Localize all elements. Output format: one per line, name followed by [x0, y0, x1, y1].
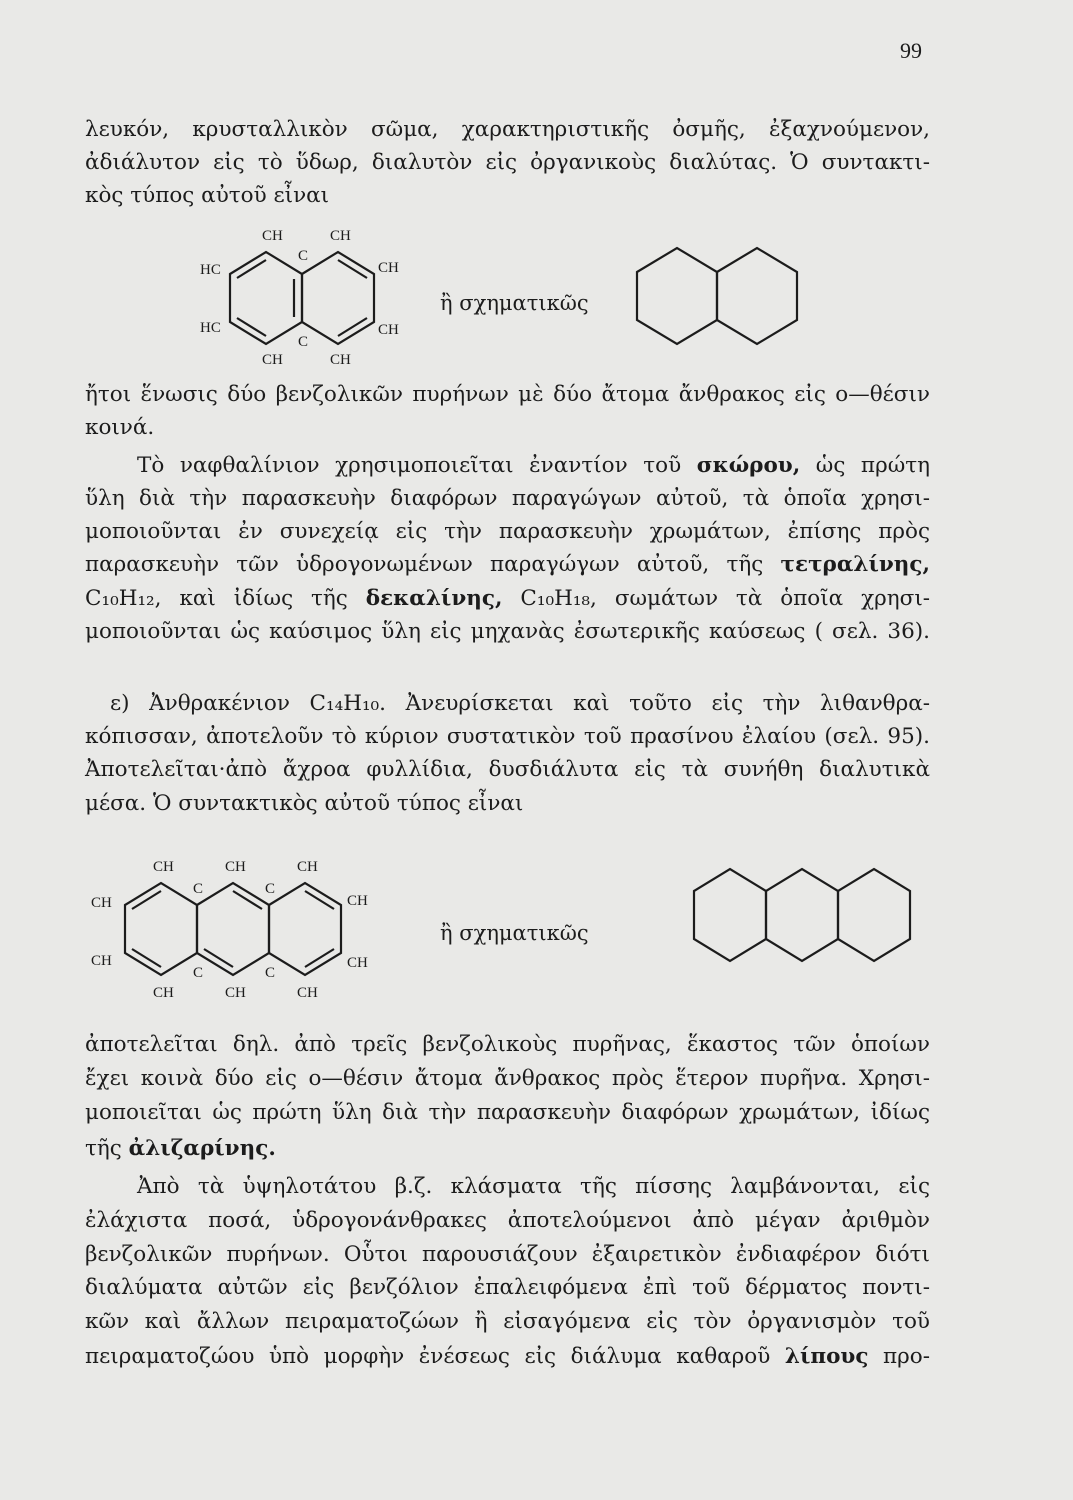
- atom-label: CH: [262, 352, 283, 368]
- or-schematic-label-2: [440, 918, 640, 948]
- text-line: μέσα. Ὁ συντακτικὸς αὐτοῦ τύπος εἶναι: [85, 791, 524, 816]
- text-line: ἤτοι ἕνωσις δύο βενζολικῶν πυρήνων μὲ δύο ἄτομα ἄνθρακος εἰς ο—θέσιν: [85, 382, 930, 407]
- text-line: μοποιοῦνται ὡς καύσιμος ὕλη εἰς μηχανὰς ἐσωτερικῆς καύσεως ( σελ. 36).: [85, 619, 930, 644]
- atom-label: CH: [91, 953, 112, 969]
- chemical-formula: C₁₀H₁₂,: [85, 586, 162, 611]
- text-line: διαλύματα αὐτῶν εἰς βενζόλιον ἐπαλειφόμενα ἐπὶ τοῦ δέρματος ποντι-: [85, 1275, 930, 1300]
- atom-label: CH: [347, 955, 368, 971]
- text-line: τῆς ἀλιζαρίνης.: [85, 1136, 276, 1161]
- naphthalene-schematic: [625, 240, 800, 350]
- text-line: ἀποτελεῖται δηλ. ἀπὸ τρεῖς βενζολικοὺς πυρῆνας, ἕκαστος τῶν ὁποίων: [85, 1032, 930, 1057]
- atom-label: CH: [225, 985, 246, 1001]
- atom-label: CH: [347, 893, 368, 909]
- atom-label: CH: [378, 322, 399, 338]
- naphthalene-structure: [190, 222, 430, 372]
- text-line: μοποιοῦνται ἐν συνεχείᾳ εἰς τὴν παρασκευὴν χρωμάτων, ἐπίσης πρὸς: [85, 519, 930, 544]
- anthracene-schematic: [690, 855, 920, 975]
- text-line: παρασκευὴν τῶν ὑδρογονωμένων παραγώγων αὐτοῦ, τῆς τετραλίνης,: [85, 552, 930, 577]
- atom-label: CH: [378, 260, 399, 276]
- text-line: ἔχει κοινὰ δύο εἰς ο—θέσιν ἄτομα ἄνθρακος πρὸς ἕτερον πυρῆνα. Χρησι-: [85, 1066, 930, 1091]
- atom-label: CH: [330, 228, 351, 244]
- atom-label: CH: [262, 228, 283, 244]
- text-line: ὕλη διὰ τὴν παρασκευὴν διαφόρων παραγώγων αὐτοῦ, τὰ ὁποῖα χρησι-: [85, 486, 930, 511]
- text-line: C₁₀H₁₂, καὶ ἰδίως τῆς δεκαλίνης, C₁₀H₁₈, σωμάτων τὰ ὁποῖα χρησι-: [85, 586, 931, 611]
- atom-label: CH: [153, 859, 174, 875]
- text-line: κοινά.: [85, 415, 155, 440]
- svg-text:ἢ σχηματικῶς: ἢ σχηματικῶς: [440, 921, 589, 945]
- text-line: κόπισσαν, ἀποτελοῦν τὸ κύριον συστατικὸν τοῦ πρασίνου ἐλαίου (σελ. 95).: [85, 724, 930, 749]
- text-line: ε) Ἀνθρακένιον C₁₄H₁₀. Ἀνευρίσκεται καὶ τοῦτο εἰς τὴν λιθανθρα-: [110, 691, 931, 716]
- atom-label: CH: [225, 859, 246, 875]
- text-line: λευκόν, κρυσταλλικὸν σῶμα, χαρακτηριστικῆς ὀσμῆς, ἐξαχνούμενον,: [85, 117, 930, 142]
- chemical-formula: C₁₀H₁₈,: [520, 586, 597, 611]
- text-line: Ἀπὸ τὰ ὑψηλοτάτου β.ζ. κλάσματα τῆς πίσσης λαμβάνονται, εἰς: [137, 1174, 930, 1199]
- text-line: Ἀποτελεῖται·ἀπὸ ἄχροα φυλλίδια, δυσδιάλυτα εἰς τὰ συνήθη διαλυτικὰ: [85, 757, 930, 782]
- atom-label: C: [193, 881, 204, 897]
- text-line: Τὸ ναφθαλίνιον χρησιμοποιεῖται ἐναντίον τοῦ σκώρου, ὡς πρώτη: [137, 453, 931, 478]
- text-line: κὸς τύπος αὐτοῦ εἶναι: [85, 183, 330, 208]
- or-schematic-label: [440, 288, 640, 318]
- atom-label: HC: [200, 262, 221, 278]
- atom-label: C: [265, 881, 276, 897]
- anthracene-structure: [85, 855, 415, 1005]
- text-line: βενζολικῶν πυρήνων. Οὗτοι παρουσιάζουν ἐξαιρετικὸν ἐνδιαφέρον διότι: [85, 1242, 930, 1267]
- text-line: μοποιεῖται ὡς πρώτη ὕλη διὰ τὴν παρασκευὴν διαφόρων χρωμάτων, ἰδίως: [85, 1100, 930, 1125]
- text-line: πειραματοζώου ὑπὸ μορφὴν ἐνέσεως εἰς διάλυμα καθαροῦ λίπους προ-: [85, 1344, 930, 1369]
- atom-label: C: [298, 334, 309, 350]
- text-line: ἐλάχιστα ποσά, ὑδρογονάνθρακες ἀποτελούμενοι ἀπὸ μέγαν ἀριθμὸν: [85, 1208, 930, 1233]
- chemical-formula: C₁₄H₁₀.: [309, 691, 387, 716]
- text-line: ἀδιάλυτον εἰς τὸ ὕδωρ, διαλυτὸν εἰς ὀργανικοὺς διαλύτας. Ὁ συντακτι-: [85, 150, 930, 175]
- atom-label: C: [193, 965, 204, 981]
- atom-label: C: [265, 965, 276, 981]
- atom-label: CH: [297, 985, 318, 1001]
- atom-label: CH: [330, 352, 351, 368]
- atom-label: CH: [91, 895, 112, 911]
- atom-label: CH: [297, 859, 318, 875]
- atom-label: C: [298, 248, 309, 264]
- page-number: 99: [900, 38, 922, 63]
- svg-text:ἢ σχηματικῶς: ἢ σχηματικῶς: [440, 291, 589, 315]
- atom-label: HC: [200, 320, 221, 336]
- text-line: κῶν καὶ ἄλλων πειραματοζώων ἢ εἰσαγόμενα εἰς τὸν ὀργανισμὸν τοῦ: [85, 1309, 930, 1334]
- atom-label: CH: [153, 985, 174, 1001]
